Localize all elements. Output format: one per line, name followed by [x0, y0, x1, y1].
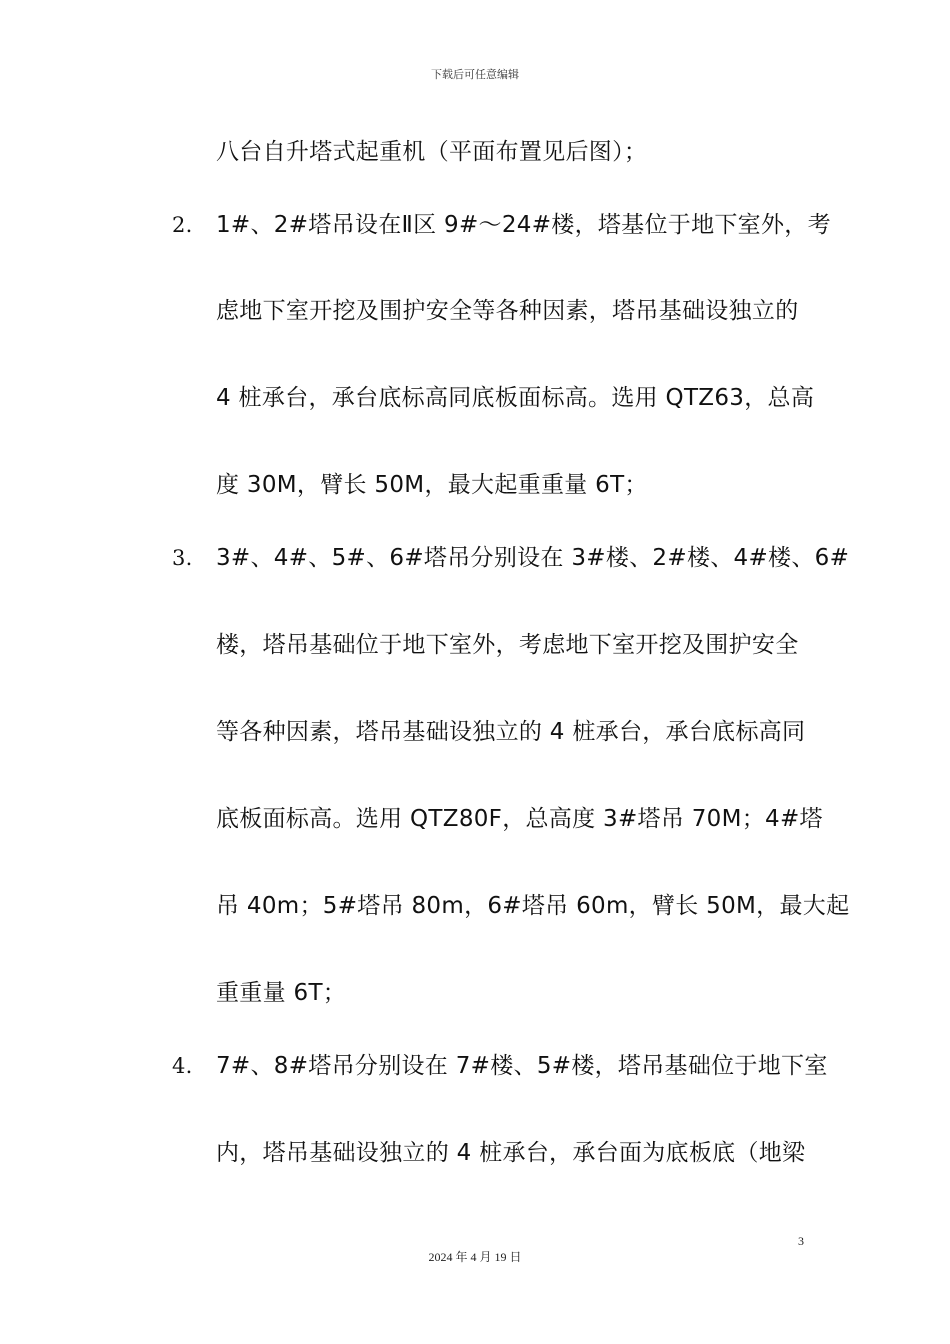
text-line: [216, 383, 814, 413]
line-text: 吊 40m；5#塔吊 80m，6#塔吊 60m，臂长 50M，最大起: [216, 893, 850, 919]
line-text: 1#、2#塔吊设在Ⅱ区 9#～24#楼，塔基位于地下室外，考: [216, 212, 831, 238]
text-line: [216, 470, 648, 500]
list-item-3: [172, 543, 850, 573]
list-item-4: [172, 1051, 828, 1081]
text-line: [216, 978, 346, 1008]
text-line: [216, 630, 799, 660]
line-text: 度 30M，臂长 50M，最大起重重量 6T；: [216, 472, 648, 498]
line-text: 7#、8#塔吊分别设在 7#楼、5#楼，塔吊基础位于地下室: [216, 1053, 828, 1079]
line-text: 3#、4#、5#、6#塔吊分别设在 3#楼、2#楼、4#楼、6#: [216, 545, 850, 571]
text-line: [216, 717, 805, 747]
page-number: 3: [798, 1234, 804, 1248]
page-header: 下载后可任意编辑: [431, 68, 519, 81]
list-item-2: [172, 210, 831, 240]
text-line: [216, 1138, 805, 1168]
text-line: [216, 891, 849, 921]
list-number: 4.: [172, 1054, 193, 1078]
line-text: 内，塔吊基础设独立的 4 桩承台，承台面为底板底（地梁: [216, 1140, 806, 1166]
line-text: 八台自升塔式起重机（平面布置见后图）；: [216, 139, 648, 165]
text-line: [216, 296, 799, 326]
line-text: 等各种因素，塔吊基础设独立的 4 桩承台，承台底标高同: [216, 719, 806, 745]
footer-date: 2024 年 4 月 19 日: [428, 1250, 522, 1264]
line-text: 4 桩承台，承台底标高同底板面标高。选用 QTZ63，总高: [216, 385, 815, 411]
text-line: [216, 804, 823, 834]
text-line: [216, 137, 647, 167]
line-text: 虑地下室开挖及围护安全等各种因素，塔吊基础设独立的: [216, 298, 799, 324]
list-number: 2.: [172, 213, 193, 237]
line-text: 底板面标高。选用 QTZ80F，总高度 3#塔吊 70M；4#塔: [216, 806, 823, 832]
list-number: 3.: [172, 546, 193, 570]
line-text: 楼，塔吊基础位于地下室外，考虑地下室开挖及围护安全: [216, 632, 799, 658]
line-text: 重重量 6T；: [216, 980, 347, 1006]
